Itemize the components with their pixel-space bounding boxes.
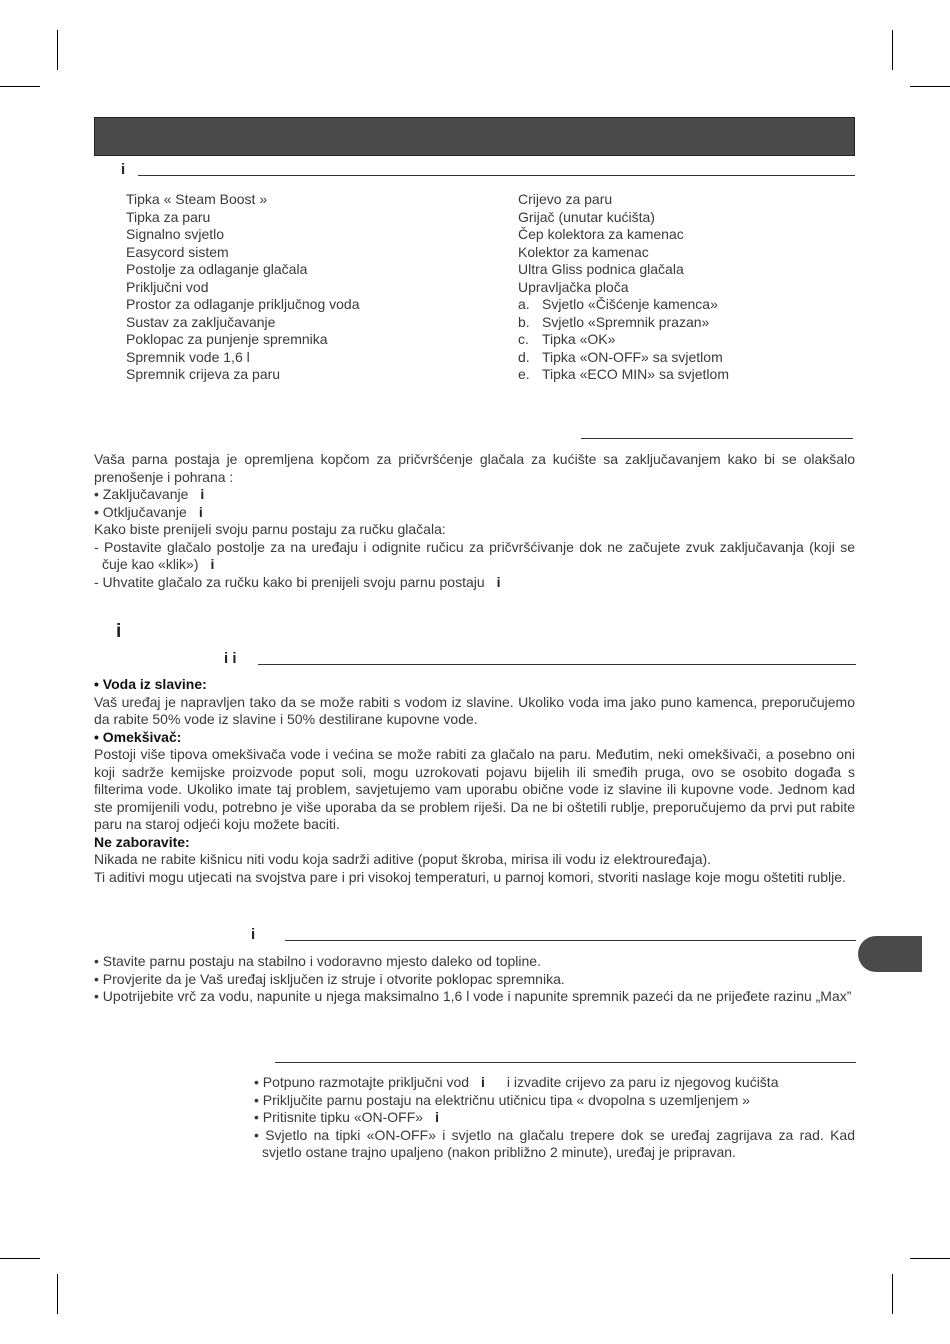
list-item: • Svjetlo na tipki «ON-OFF» i svjetlo na glačalu trepere dok se uređaj zagrijava za rad. Kad svjetlo ostane trajno upaljeno (nakon približno 2 minute), uređaj je pripravan. [254, 1126, 855, 1160]
lock-section [94, 451, 855, 591]
section-rule [138, 175, 855, 176]
list-item: - Postavite glačalo postolje za na uređaju i odignite ručicu za pričvršćivanje dok ne začujete zvuk zaključavanja (koji se čuje kao «klik») i [94, 538, 855, 572]
subheading: Ne zaboravite: [94, 833, 190, 850]
crop-mark [57, 1274, 58, 1314]
crop-mark [892, 30, 893, 70]
list-item: • Priključite parnu postaju na električnu utičnicu tipa « dvopolna s uzemljenjem » [254, 1091, 750, 1108]
list-item: Grijač (unutar kućišta) [518, 208, 655, 225]
list-item: Signalno svjetlo [126, 226, 225, 242]
list-letter: a. [518, 296, 530, 312]
list-item: • Provjerite da je Vaš uređaj isključen iz struje i otvorite poklopac spremnika. [94, 970, 565, 987]
parts-list-left [126, 191, 359, 384]
list-item: - Uhvatite glačalo za ručku kako bi prenijeli svoju parnu postaju i [94, 573, 501, 590]
list-item: Čep kolektora za kamenac [518, 226, 684, 242]
crop-mark [57, 30, 58, 70]
list-item: Tipka za paru [126, 208, 211, 225]
list-item: Ultra Gliss podnica glačala [518, 261, 684, 277]
list-text: Tipka «OK» [542, 331, 616, 347]
list-item: Poklopac za punjenje spremnika [126, 331, 328, 347]
crop-mark [910, 86, 950, 87]
list-item: Prostor za odlaganje priključnog voda [126, 296, 360, 312]
list-item: Kolektor za kamenac [518, 243, 649, 260]
crop-mark [910, 1258, 950, 1259]
section-rule [581, 438, 853, 439]
list-item [518, 331, 729, 349]
list-letter: e. [518, 366, 530, 382]
paragraph: Kako biste prenijeli svoju parnu postaju za ručku glačala: [94, 521, 446, 537]
paragraph: Vaš uređaj je napravljen tako da se može rabiti s vodom iz slavine. Ukoliko voda ima jako puno kamenca, preporučujemo da rabite 50% vode iz slavine i 50% destilirane kupovne vode. [94, 693, 855, 727]
list-item: Postolje za odlaganje glačala [126, 261, 308, 277]
list-item: • Otključavanje i [94, 503, 203, 520]
paragraph: Nikada ne rabite kišnicu niti vodu koja sadrži aditive (poput škroba, mirisa ili vodu iz elektrouređaja). [94, 851, 712, 867]
water-section [94, 676, 855, 886]
section-heading-mark: i [116, 621, 122, 642]
crop-mark [0, 1258, 40, 1259]
section-rule [258, 664, 856, 665]
section-heading-mark: i [251, 926, 256, 943]
list-item: • Upotrijebite vrč za vodu, napunite u njega maksimalno 1,6 l vode i napunite spremnik pazeći da ne prijeđete razinu „Max” [94, 988, 852, 1004]
crop-mark [892, 1274, 893, 1314]
list-item: • Pritisnite tipku «ON-OFF» i [254, 1109, 439, 1125]
list-text: Svjetlo «Čišćenje kamenca» [542, 296, 718, 312]
list-text: Tipka «ON-OFF» sa svjetlom [542, 348, 723, 365]
list-item: Spremnik crijeva za paru [126, 366, 281, 382]
list-item [518, 296, 729, 314]
section-heading-mark: i i [224, 650, 237, 667]
paragraph: Vaša parna postaja je opremljena kopčom za pričvršćenje glačala za kućište sa zaključavanjem kako bi se olakšalo prenošenje i pohrana : [94, 451, 855, 485]
list-item: • Potpuno razmotajte priključni vod i i izvadite crijevo za paru iz njegovog kućišta [254, 1074, 779, 1090]
section-rule [285, 940, 856, 941]
list-item: Spremnik vode 1,6 l [126, 348, 250, 365]
list-text: Tipka «ECO MIN» sa svjetlom [542, 366, 729, 382]
crop-mark [0, 86, 40, 87]
list-text: Svjetlo «Spremnik prazan» [542, 313, 710, 330]
fill-section [94, 953, 855, 1006]
paragraph: Postoji više tipova omekšivača vode i većina se može rabiti za glačalo na paru. Međutim, neki omekšivači, a posebno oni koji sadrže kemijske proizvode poput soli, mogu uzrokovati pojavu bijelih ili smeđih pruga, ovo se osobito događa s filterima vode. Ukoliko imate taj problem, savjetujemo vam uporabu obične vode iz slavine ili kupovne vode. Jednom kad ste promijenili vodu, potrebno je više uporaba da se problem riješi. Da ne bi oštetili rublje, preporučujemo da prvi put rabite paru na staroj odjeći koju možete baciti. [94, 746, 855, 832]
list-letter: b. [518, 313, 530, 330]
start-section [254, 1074, 855, 1162]
list-item: Easycord sistem [126, 243, 229, 260]
list-letter: d. [518, 348, 530, 365]
title-bar [94, 117, 855, 156]
list-item: • Zaključavanje i [94, 486, 205, 502]
list-item [518, 314, 729, 332]
list-letter: c. [518, 331, 529, 347]
subheading: • Omekšivač: [94, 728, 182, 745]
paragraph: Ti aditivi mogu utjecati na svojstva pare i pri visokoj temperaturi, u parnoj komori, stvoriti naslage koje mogu oštetiti rublje. [94, 868, 846, 885]
section-heading-mark: i [121, 161, 126, 178]
subheading: • Voda iz slavine: [94, 676, 207, 692]
page-tab [858, 936, 922, 972]
section-rule [275, 1062, 856, 1063]
list-item: Crijevo za paru [518, 191, 613, 207]
list-item: Sustav za zaključavanje [126, 313, 276, 330]
list-item [518, 366, 729, 384]
parts-list-right [518, 191, 729, 384]
list-item: Upravljačka ploča [518, 278, 629, 295]
list-item: Tipka « Steam Boost » [126, 191, 268, 207]
list-item: Priključni vod [126, 278, 209, 295]
list-item [518, 349, 729, 367]
list-item: • Stavite parnu postaju na stabilno i vodoravno mjesto daleko od topline. [94, 953, 541, 969]
